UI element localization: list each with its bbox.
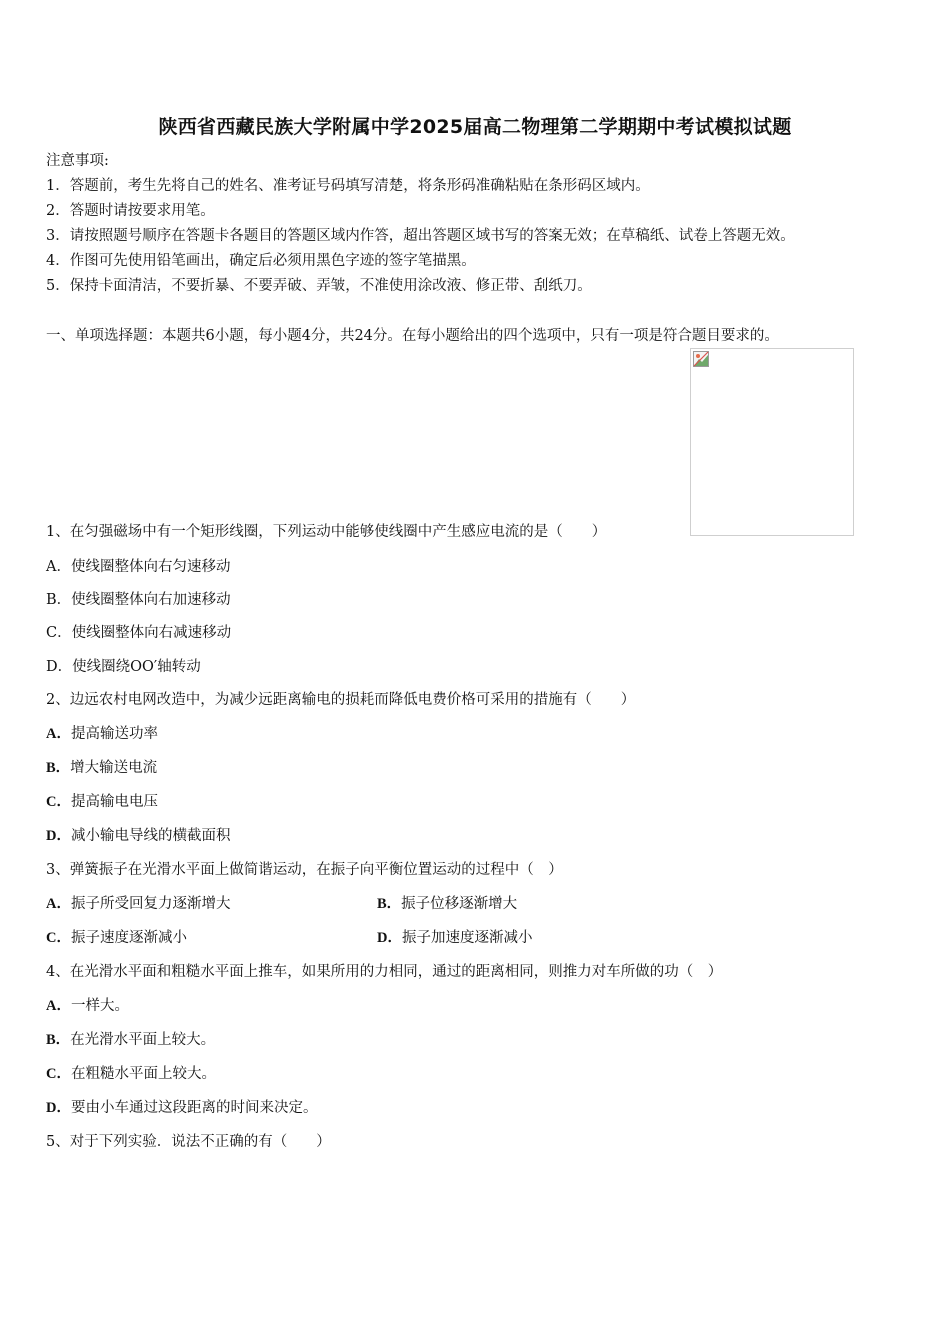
q1-option-b: B．使线圈整体向右加速移动 <box>46 592 231 608</box>
q2-option-c <box>46 792 158 812</box>
q4-option-a <box>46 996 129 1016</box>
option-text: 在光滑水平面上较大。 <box>70 1032 216 1048</box>
option-text: 振子加速度逐渐减小 <box>401 930 533 946</box>
option-label: A． <box>46 726 71 742</box>
q1-option-c: C．使线圈整体向右减速移动 <box>46 625 232 641</box>
notice-heading: 注意事项: <box>46 153 109 169</box>
option-label: B． <box>46 1032 71 1048</box>
q3-option-a <box>46 894 230 914</box>
q2-option-a <box>46 724 158 744</box>
q4-option-b <box>46 1030 215 1050</box>
option-label: A． <box>46 896 71 912</box>
section-heading: 一、单项选择题：本题共6小题，每小题4分，共24分。在每小题给出的四个选项中，只有一项是符合题目要求的。 <box>46 328 779 344</box>
question-4-stem: 4、在光滑水平面和粗糙水平面上推车，如果所用的力相同，通过的距离相同，则推力对车所做的功（ ） <box>46 964 723 980</box>
option-label: D． <box>377 930 402 946</box>
option-text: 要由小车通过这段距离的时间来决定。 <box>70 1100 318 1116</box>
notice-item: 5．保持卡面清洁，不要折暴、不要弄破、弄皱，不准使用涂改液、修正带、刮纸刀。 <box>46 278 592 294</box>
q4-option-d <box>46 1098 317 1118</box>
q3-option-c <box>46 928 187 948</box>
q2-option-b <box>46 758 157 778</box>
option-text: 一样大。 <box>70 998 129 1014</box>
option-label: D． <box>46 828 71 844</box>
option-label: C． <box>46 1066 71 1082</box>
notice-item: 4．作图可先使用铅笔画出，确定后必须用黑色字迹的签字笔描黑。 <box>46 253 476 269</box>
question-2-stem: 2、边远农村电网改造中，为减少远距离输电的损耗而降低电费价格可采用的措施有（ ） <box>46 692 636 708</box>
question-3-stem: 3、弹簧振子在光滑水平面上做简谐运动，在振子向平衡位置运动的过程中（ ） <box>46 862 563 878</box>
q1-option-a: A．使线圈整体向右匀速移动 <box>46 559 231 575</box>
q1-option-d: D．使线圈绕OO′轴转动 <box>46 659 201 675</box>
notice-item: 3．请按照题号顺序在答题卡各题目的答题区域内作答，超出答题区域书写的答案无效；在草稿纸、试卷上答题无效。 <box>46 228 795 244</box>
option-text: 振子速度逐渐减小 <box>70 930 187 946</box>
option-text: 减小输电导线的横截面积 <box>70 828 231 844</box>
broken-image-icon <box>693 351 709 367</box>
option-text: 振子所受回复力逐渐增大 <box>70 896 231 912</box>
option-label: A． <box>46 998 71 1014</box>
figure-placeholder <box>690 348 854 536</box>
q4-option-c <box>46 1064 216 1084</box>
option-label: C． <box>46 930 71 946</box>
option-text: 提高输送功率 <box>70 726 158 742</box>
notice-item: 2．答题时请按要求用笔。 <box>46 203 215 219</box>
notice-item: 1．答题前，考生先将自己的姓名、准考证号码填写清楚，将条形码准确粘贴在条形码区域内。 <box>46 178 650 194</box>
q3-option-b <box>377 894 517 914</box>
option-text: 振子位移逐渐增大 <box>401 896 518 912</box>
q3-option-d <box>377 928 532 948</box>
option-label: B． <box>377 896 402 912</box>
page-title: 陕西省西藏民族大学附属中学2025届高二物理第二学期期中考试模拟试题 <box>158 116 792 138</box>
option-label: C． <box>46 794 71 810</box>
option-text: 在粗糙水平面上较大。 <box>70 1066 216 1082</box>
question-1-stem: 1、在匀强磁场中有一个矩形线圈，下列运动中能够使线圈中产生感应电流的是（ ） <box>46 524 607 540</box>
option-label: B． <box>46 760 71 776</box>
question-5-stem: 5、对于下列实验．说法不正确的有（ ） <box>46 1134 331 1150</box>
option-text: 提高输电电压 <box>70 794 158 810</box>
option-label: D． <box>46 1100 71 1116</box>
q2-option-d <box>46 826 230 846</box>
option-text: 增大输送电流 <box>70 760 158 776</box>
